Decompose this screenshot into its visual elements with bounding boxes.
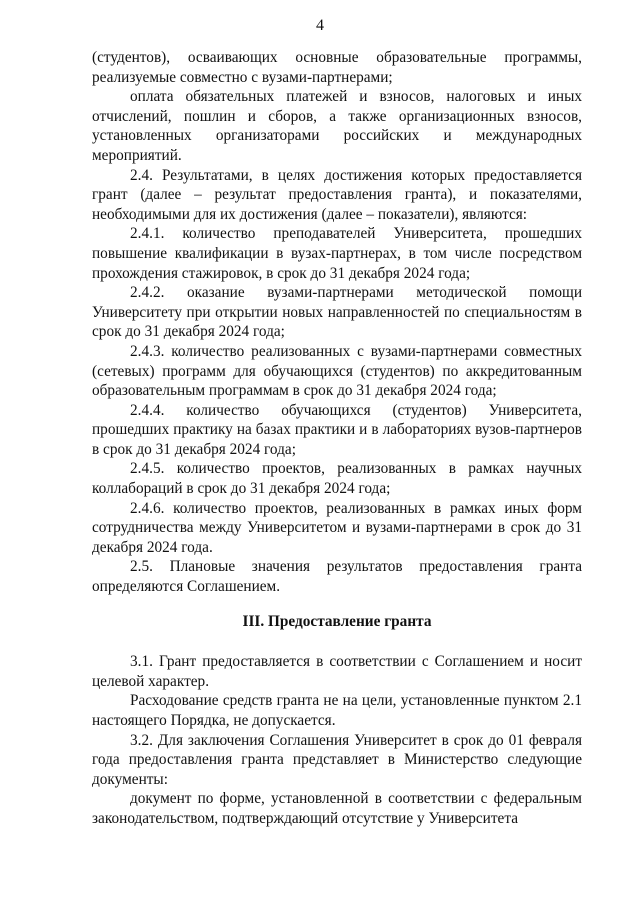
paragraph-2-4: 2.4. Результатами, в целях достижения которых предоставляется грант (далее – результат предоставления гранта), и показателями, необходимыми для их достижения (далее – показатели), являются:	[92, 166, 582, 223]
paragraph-3-2: 3.2. Для заключения Соглашения Университет в срок до 01 февраля года предоставления гранта представляет в Министерство следующие документы:	[92, 731, 582, 788]
paragraph-2-4-5: 2.4.5. количество проектов, реализованных в рамках научных коллабораций в срок до 31 декабря 2024 года;	[92, 460, 582, 498]
paragraph-document: документ по форме, установленной в соответствии с федеральным законодательством, подтверждающий отсутствие у Университета	[92, 790, 582, 827]
paragraph-2-4-1: 2.4.1. количество преподавателей Университета, прошедших повышение квалификации в вузах-партнерах, в том числе посредством прохождения стажировок, в срок до 31 декабря 2024 года;	[92, 225, 582, 282]
document-body	[92, 48, 582, 829]
paragraph-fees: оплата обязательных платежей и взносов, налоговых и иных отчислений, пошлин и сборов, а также организационных взносов, установленных организаторами российских и международных мероприятий.	[92, 88, 582, 164]
paragraph-2-4-2: 2.4.2. оказание вузами-партнерами методической помощи Университету при открытии новых направленностей по специальностям в срок до 31 декабря 2024 года;	[92, 284, 582, 341]
paragraph-spending: Расходование средств гранта не на цели, установленные пунктом 2.1 настоящего Порядка, не допускается.	[92, 692, 582, 729]
section-heading: III. Предоставление гранта	[242, 612, 432, 630]
paragraph-continuation: (студентов), осваивающих основные образовательные программы, реализуемые совместно с вузами-партнерами;	[92, 49, 582, 86]
paragraph-2-4-4: 2.4.4. количество обучающихся (студентов) Университета, прошедших практику на базах практики и в лабораториях вузов-партнеров в срок до 31 декабря 2024 года;	[92, 401, 582, 458]
page-number: 4	[316, 17, 324, 34]
paragraph-2-4-6: 2.4.6. количество проектов, реализованных в рамках иных форм сотрудничества между Университетом и вузами-партнерами в срок до 31 декабря 2024 года.	[92, 499, 582, 556]
paragraph-3-1: 3.1. Грант предоставляется в соответствии с Соглашением и носит целевой характер.	[92, 653, 582, 690]
paragraph-2-4-3: 2.4.3. количество реализованных с вузами-партнерами совместных (сетевых) программ для обучающихся (студентов) по аккредитованным образовательным программам в срок до 31 декабря 2024 года;	[92, 342, 582, 400]
paragraph-2-5: 2.5. Плановые значения результатов предоставления гранта определяются Соглашением.	[92, 558, 582, 596]
